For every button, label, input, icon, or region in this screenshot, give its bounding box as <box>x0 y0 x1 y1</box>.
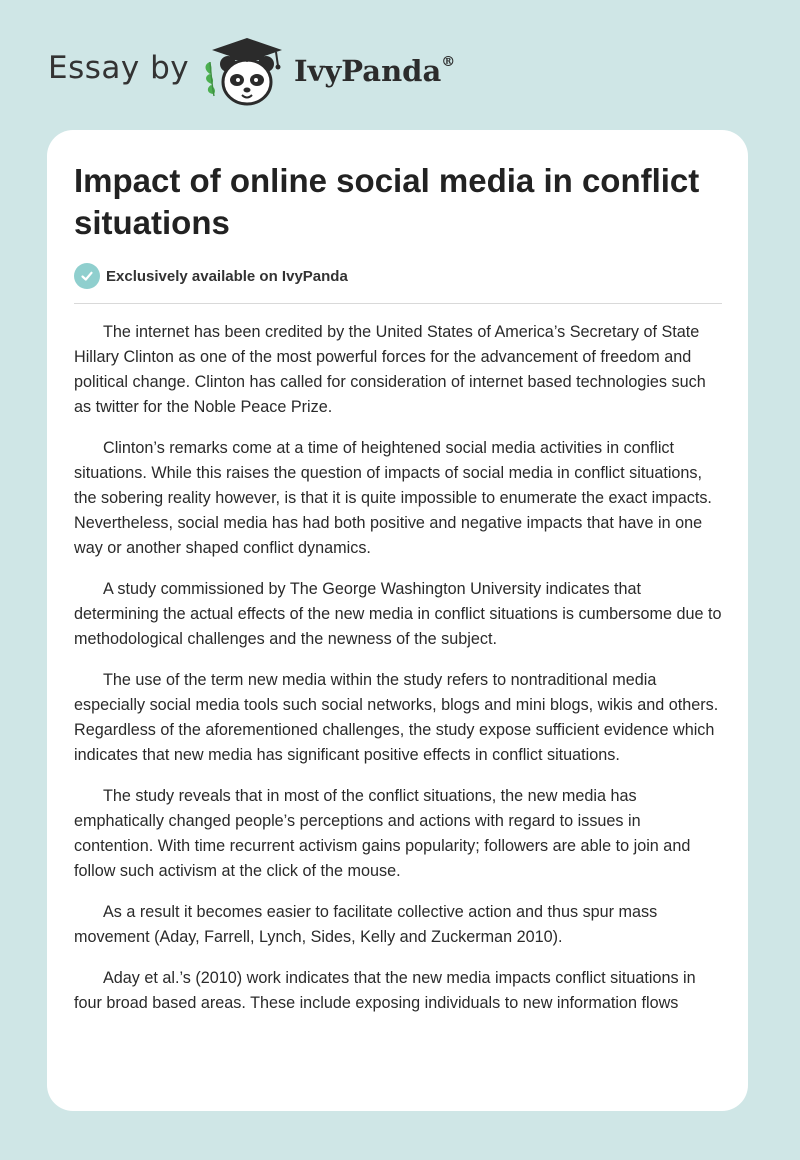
site-header <box>0 0 800 120</box>
check-circle-icon <box>74 263 100 289</box>
essay-paragraph: The internet has been credited by the United States of America’s Secretary of State Hillary Clinton as one of the most powerful forces for the advancement of freedom and political change. Clinton has called for consideration of internet based technologies such as twitter for the Noble Peace Prize. <box>74 323 706 416</box>
exclusive-badge <box>74 262 348 290</box>
panda-logo-icon[interactable] <box>200 34 290 110</box>
essay-body <box>74 320 724 1032</box>
essay-card <box>47 130 748 1111</box>
essay-paragraph: The use of the term new media within the study refers to nontraditional media especially social media tools such social networks, blogs and mini blogs, wikis and others. Regardless of the aforementioned challenges, the study expose sufficient evidence which indicates that new media has significant positive effects in conflict situations. <box>74 671 719 764</box>
essay-paragraph: The study reveals that in most of the conflict situations, the new media has emphatically changed people’s perceptions and actions with regard to issues in contention. With time recurrent activism gains popularity; followers are able to join and follow such activism at the click of the mouse. <box>74 787 691 880</box>
page-title: Impact of online social media in conflict situations <box>74 162 700 241</box>
essay-paragraph: As a result it becomes easier to facilitate collective action and thus spur mass movement (Aday, Farrell, Lynch, Sides, Kelly and Zuckerman 2010). <box>74 903 658 946</box>
essay-paragraph: Aday et al.’s (2010) work indicates that the new media impacts conflict situations in four broad based areas. These include exposing individuals to new information flows <box>74 969 696 1012</box>
brand-name[interactable]: IvyPanda® <box>294 54 456 88</box>
exclusive-badge-label: Exclusively available on IvyPanda <box>106 267 348 285</box>
divider <box>74 303 722 304</box>
essay-paragraph: Clinton’s remarks come at a time of heightened social media activities in conflict situations. While this raises the question of impacts of social media in conflict situations, the sobering reality however, is that it is quite impossible to enumerate the exact impacts. Nevertheless, social media has had both positive and negative impacts that have in one way or another shaped conflict dynamics. <box>74 439 712 557</box>
trademark-symbol: ® <box>441 54 456 71</box>
essay-by-label: Essay by <box>48 50 190 86</box>
essay-paragraph: A study commissioned by The George Washington University indicates that determining the actual effects of the new media in conflict situations is cumbersome due to methodological challenges and the newness of the subject. <box>74 580 722 648</box>
